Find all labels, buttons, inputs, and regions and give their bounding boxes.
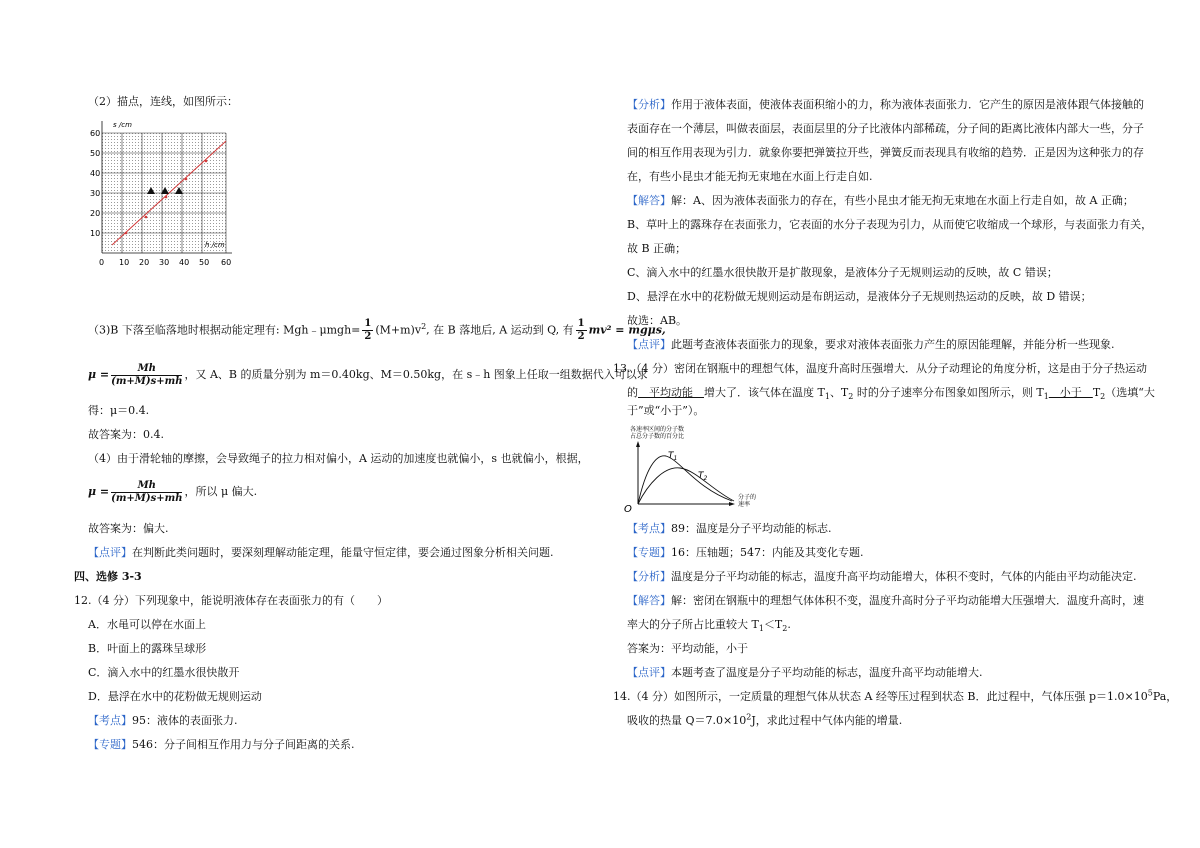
- s-h-graph: [84, 115, 234, 273]
- svg-text:60: 60: [221, 258, 232, 267]
- graph2-origin: O: [624, 504, 632, 514]
- x-axis-label: h /cm: [205, 241, 225, 249]
- part3-equation: （3)B 下落至临落地时根据动能定理有: Mgh﹣μmgh= $\frac{1}{2}$ $(M+m)v^2$, 在 B 落地后, A 运动到 Q, 有 $\frac{1}{2}$ mv² = mgμs,: [88, 318, 666, 342]
- solution-12-line1: 【解答】解：A、因为液体表面张力的存在，有些小昆虫才能无拘无束地在水面上行走自如，故 A 正确；: [627, 194, 1134, 207]
- solution-12-line4: C、滴入水中的红墨水很快散开是扩散现象，是液体分子无规则运动的反映，故 C 错误；: [627, 266, 1058, 279]
- graph2-x-label-1: 分子的: [738, 494, 757, 501]
- analysis-12-line3: 间的相互作用表现为引力．就象你要把弹簧拉开些，弹簧反而表现具有收缩的趋势．正是因为这种张力的存: [627, 146, 1144, 159]
- curve-t2: [638, 468, 734, 504]
- topic-13: 【专题】16：压轴题；547：内能及其变化专题.: [627, 546, 864, 559]
- option-d: D．悬浮在水中的花粉做无规则运动: [88, 690, 262, 703]
- analysis-13: 【分析】温度是分子平均动能的标志，温度升高平均动能增大，体积不变时，气体的内能由平均动能决定.: [627, 570, 1137, 583]
- solution-12-line2: B、草叶上的露珠存在表面张力，它表面的水分子表现为引力，从而使它收缩成一个球形，与表面张力有关，: [627, 218, 1153, 231]
- analysis-12-line2: 表面存在一个薄层，叫做表面层，表面层里的分子比液体内部稀疏，分子间的距离比液体内部大一些，分子: [627, 122, 1144, 135]
- analysis-12-line4: 在，有些小昆虫才能无拘无束地在水面上行走自如.: [627, 170, 873, 183]
- svg-text:20: 20: [139, 258, 150, 267]
- mu-formula-line: μ = $\frac{Mh}{(m+M)s+mh}$ ，又 A、B 的质量分别为 m＝0.40kg、M＝0.50kg，在 s﹣h 图象上任取一组数据代入可以求: [88, 362, 648, 387]
- option-c: C．滴入水中的红墨水很快散开: [88, 666, 240, 679]
- answer-13: 答案为：平均动能，小于: [627, 642, 748, 655]
- svg-text:30: 30: [90, 189, 101, 198]
- solution-12-line3: 故 B 正确；: [627, 242, 687, 255]
- speed-distribution-graph: [620, 422, 780, 514]
- question-13-line1: 13.（4 分）密闭在钢瓶中的理想气体，温度升高时压强增大．从分子动理论的角度分析，这是由于分子热运动: [613, 362, 1147, 375]
- question-13-line3: 于”或“小于”）。: [627, 404, 705, 417]
- part2-intro: （2）描点，连线，如图所示：: [88, 95, 238, 108]
- option-a: A．水黾可以停在水面上: [88, 618, 206, 631]
- question-14-line2: 吸收的热量 $Q=7.0\times 10^2J$，求此过程中气体内能的增量.: [627, 712, 903, 727]
- svg-text:20: 20: [90, 209, 101, 218]
- curve-t1: [638, 456, 732, 504]
- svg-text:50: 50: [90, 149, 101, 158]
- part4-formula: μ = $\frac{Mh}{(m+M)s+mh}$ ，所以 μ 偏大.: [88, 479, 258, 504]
- solution-12-line6: 故选：AB。: [627, 314, 688, 327]
- review-line: 【点评】在判断此类问题时，要深刻理解动能定理，能量守恒定律，要会通过图象分析相关问题.: [88, 546, 554, 559]
- graph2-x-label-2: 速率: [738, 501, 751, 508]
- svg-text:40: 40: [179, 258, 190, 267]
- x-tick-labels: [99, 258, 231, 267]
- solution-13-line2: 率大的分子所占比重较大 $T_1<T_2$.: [627, 618, 791, 634]
- question-12: 12.（4 分）下列现象中，能说明液体存在表面张力的有（ ）: [74, 594, 388, 607]
- part4-text: （4）由于滑轮轴的摩擦，会导致绳子的拉力相对偏小，A 运动的加速度也就偏小，s 也就偏小，根据，: [88, 452, 589, 465]
- svg-text:50: 50: [199, 258, 210, 267]
- solution-13-line1: 【解答】解：密闭在钢瓶中的理想气体体积不变，温度升高时分子平均动能增大压强增大．温度升高时，速: [627, 594, 1144, 607]
- svg-text:0: 0: [99, 258, 105, 267]
- analysis-12-line1: 【分析】作用于液体表面，使液体表面积缩小的力，称为液体表面张力．它产生的原因是液体跟气体接触的: [627, 98, 1144, 111]
- y-axis-label: s /cm: [113, 121, 132, 129]
- curve-t1-label: $T_1$: [668, 451, 678, 462]
- graph2-y-label-2: 占总分子数的百分比: [630, 433, 685, 440]
- knowledge-point-12: 【考点】95：液体的表面张力.: [88, 714, 238, 727]
- review-13: 【点评】本题考查了温度是分子平均动能的标志，温度升高平均动能增大.: [627, 666, 983, 679]
- svg-text:40: 40: [90, 169, 101, 178]
- curve-t2-label: $T_2$: [698, 471, 708, 482]
- svg-text:10: 10: [119, 258, 130, 267]
- knowledge-point-13: 【考点】89：温度是分子平均动能的标志.: [627, 522, 832, 535]
- topic-12: 【专题】546：分子间相互作用力与分子间距离的关系.: [88, 738, 355, 751]
- svg-text:10: 10: [90, 229, 101, 238]
- review-12: 【点评】此题考查液体表面张力的现象，要求对液体表面张力产生的原因能理解，并能分析一些现象.: [627, 338, 1115, 351]
- svg-text:60: 60: [90, 129, 101, 138]
- solution-12-line5: D、悬浮在水中的花粉做无规则运动是布朗运动，是液体分子无规则热运动的反映，故 D 错误；: [627, 290, 1092, 303]
- svg-text:30: 30: [159, 258, 170, 267]
- graph2-y-label-1: 各速率区间的分子数: [630, 426, 685, 433]
- option-b: B．叶面上的露珠呈球形: [88, 642, 207, 655]
- question-13-line2: 的 平均动能 增大了．该气体在温度 $T_1$、$T_2$ 时的分子速率分布图象如图所示，则 $T_1$ 小于 $T_2$（选填“大: [627, 386, 1155, 402]
- answer-4: 故答案为：偏大.: [88, 522, 169, 535]
- y-tick-labels: [90, 129, 100, 238]
- section-heading: 四、选修 3-3: [74, 570, 142, 583]
- fraction-half: $\frac{1}{2}$: [364, 318, 372, 342]
- part3-result: 得：μ＝0.4.: [88, 404, 150, 417]
- answer-3: 故答案为：0.4.: [88, 428, 164, 441]
- question-14-line1: 14.（4 分）如图所示，一定质量的理想气体从状态 A 经等压过程到状态 B．此过程中，气体压强 $p=1.0\times 10^5Pa$，: [613, 688, 1178, 703]
- fraction-half-2: $\frac{1}{2}$: [577, 318, 585, 342]
